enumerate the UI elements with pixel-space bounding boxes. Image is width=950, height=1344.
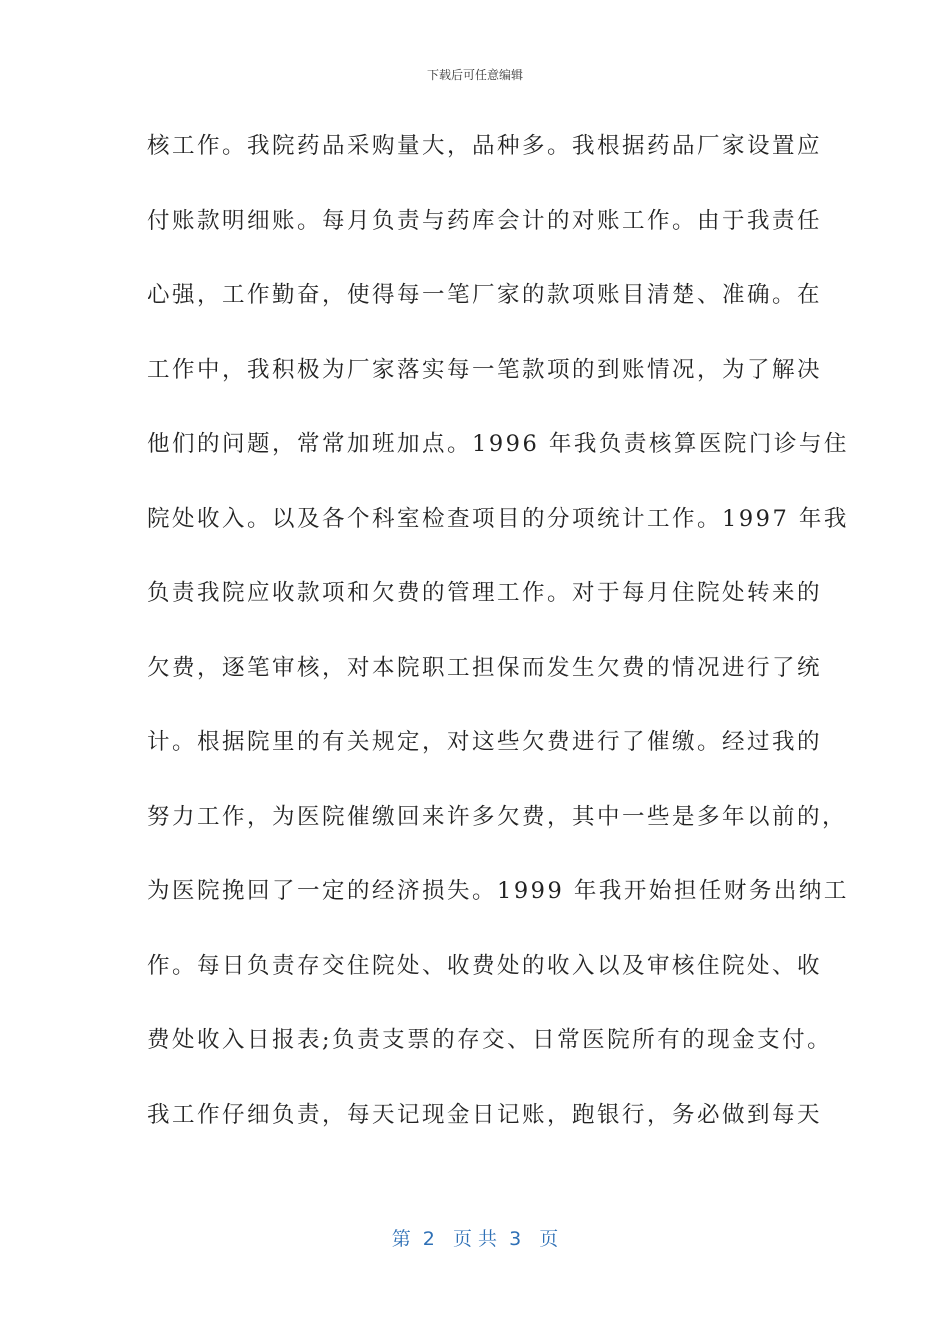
body-line-4: 工作中，我积极为厂家落实每一笔款项的到账情况，为了解决	[147, 356, 823, 383]
body-line-7: 负责我院应收款项和欠费的管理工作。对于每月住院处转来的	[147, 580, 823, 606]
body-line-11: 为医院挽回了一定的经济损失。1999 年我开始担任财务出纳工	[147, 878, 849, 904]
document-body	[147, 122, 849, 1165]
body-line-3: 心强，工作勤奋，使得每一笔厂家的款项账目清楚、准确。在	[147, 282, 823, 308]
body-line-14: 我工作仔细负责，每天记现金日记账，跑银行，务必做到每天	[147, 1101, 823, 1128]
body-line-13: 费处收入日报表;负责支票的存交、日常医院所有的现金支付。	[147, 1027, 833, 1053]
body-line-8: 欠费，逐笔审核，对本院职工担保而发生欠费的情况进行了统	[147, 654, 823, 681]
body-line-10: 努力工作，为医院催缴回来许多欠费，其中一些是多年以前的，	[147, 803, 848, 830]
body-line-1: 核工作。我院药品采购量大，品种多。我根据药品厂家设置应	[147, 133, 823, 159]
body-line-9: 计。根据院里的有关规定，对这些欠费进行了催缴。经过我的	[147, 729, 823, 755]
body-line-5: 他们的问题，常常加班加点。1996 年我负责核算医院门诊与住	[147, 431, 849, 457]
page-header: 下载后可任意编辑	[426, 68, 523, 82]
body-line-2: 付账款明细账。每月负责与药库会计的对账工作。由于我责任	[147, 207, 823, 234]
body-line-12: 作。每日负责存交住院处、收费处的收入以及审核住院处、收	[147, 952, 823, 979]
body-line-6: 院处收入。以及各个科室检查项目的分项统计工作。1997 年我	[147, 505, 849, 532]
page-footer: 第 2 页 共 3 页	[391, 1228, 559, 1250]
